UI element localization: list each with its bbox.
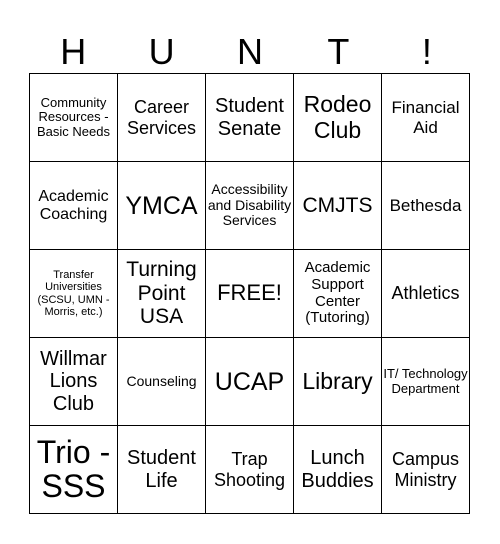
bingo-cell[interactable]: Career Services bbox=[118, 74, 206, 162]
bingo-cell[interactable]: Trio - SSS bbox=[30, 426, 118, 514]
bingo-cell[interactable]: Bethesda bbox=[382, 162, 470, 250]
header-letter-t: T bbox=[327, 31, 350, 72]
bingo-cell[interactable]: YMCA bbox=[118, 162, 206, 250]
bingo-cell[interactable]: Library bbox=[294, 338, 382, 426]
bingo-cell[interactable]: Student Life bbox=[118, 426, 206, 514]
bingo-grid bbox=[29, 73, 470, 514]
bingo-cell[interactable]: Lunch Buddies bbox=[294, 426, 382, 514]
bingo-cell[interactable]: Campus Ministry bbox=[382, 426, 470, 514]
header-letter-h: H bbox=[60, 31, 87, 72]
bingo-cell[interactable]: Academic Coaching bbox=[30, 162, 118, 250]
bingo-cell[interactable]: IT/ Technology Department bbox=[382, 338, 470, 426]
bingo-cell[interactable]: Rodeo Club bbox=[294, 74, 382, 162]
bingo-cell[interactable]: Counseling bbox=[118, 338, 206, 426]
header-letter-n: N bbox=[237, 31, 264, 72]
bingo-cell[interactable]: Student Senate bbox=[206, 74, 294, 162]
bingo-cell[interactable]: Accessibility and Disability Services bbox=[206, 162, 294, 250]
bingo-cell[interactable]: Trap Shooting bbox=[206, 426, 294, 514]
bingo-cell[interactable]: CMJTS bbox=[294, 162, 382, 250]
free-space[interactable]: FREE! bbox=[206, 250, 294, 338]
bingo-cell[interactable]: Community Resources - Basic Needs bbox=[30, 74, 118, 162]
header-letter-exclamation: ! bbox=[421, 31, 432, 72]
bingo-cell[interactable]: Academic Support Center (Tutoring) bbox=[294, 250, 382, 338]
bingo-cell[interactable]: Willmar Lions Club bbox=[30, 338, 118, 426]
header-letter-u: U bbox=[148, 31, 175, 72]
bingo-cell[interactable]: Athletics bbox=[382, 250, 470, 338]
bingo-header bbox=[29, 30, 471, 74]
bingo-cell[interactable]: Transfer Universities (SCSU, UMN - Morris, etc.) bbox=[30, 250, 118, 338]
bingo-cell[interactable]: UCAP bbox=[206, 338, 294, 426]
bingo-cell[interactable]: Financial Aid bbox=[382, 74, 470, 162]
bingo-cell[interactable]: Turning Point USA bbox=[118, 250, 206, 338]
